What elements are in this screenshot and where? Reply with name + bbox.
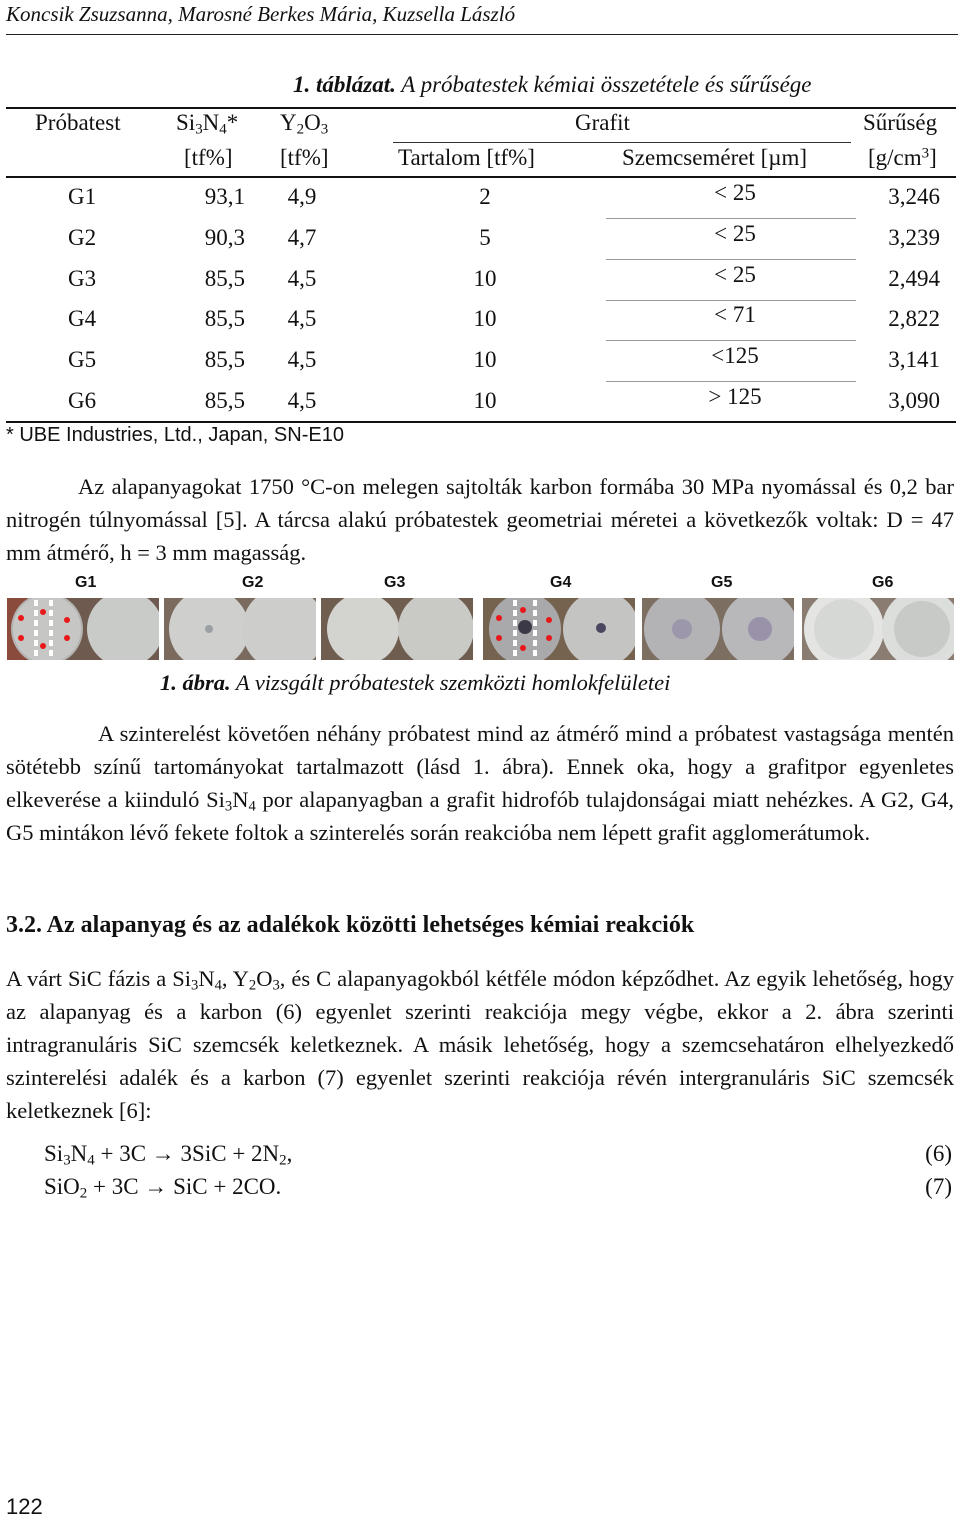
- col-header-content: Tartalom [tf%]: [398, 145, 535, 170]
- col-header-graphite: Grafit: [575, 110, 630, 135]
- equation-7-number: (7): [925, 1174, 952, 1199]
- figure-label-g4: G4: [550, 574, 572, 591]
- specimen-photo-g6: [802, 598, 954, 660]
- cell-density: 3,141: [888, 347, 940, 373]
- cell-grain: < 25: [714, 180, 756, 205]
- cell-grain: < 25: [714, 261, 756, 287]
- header-rule: [6, 34, 958, 35]
- cell-density: 3,090: [888, 388, 940, 413]
- col-header-y2o3: $Y_2O_3$: [280, 110, 329, 138]
- col-header-density: Sűrűség: [863, 110, 938, 135]
- graphite-span-rule: [393, 142, 851, 143]
- figure-caption-number: 1. ábra.: [160, 670, 231, 695]
- cell-content: 2: [479, 184, 491, 209]
- grain-cell-rule: [606, 218, 856, 219]
- col-header-grain: Szemcseméret [µm]: [622, 145, 808, 170]
- cell-si3n4: 85,5: [204, 265, 245, 291]
- table-footnote: * UBE Industries, Ltd., Japan, SN-E10: [6, 424, 344, 446]
- table-header-rule: [6, 176, 956, 178]
- cell-content: 10: [473, 265, 497, 291]
- cell-specimen: G4: [68, 306, 97, 332]
- page-number: 122: [6, 1494, 43, 1519]
- cell-density: 2,822: [888, 306, 940, 332]
- specimen-photo-g4: [483, 598, 635, 660]
- table-caption-text: A próbatestek kémiai összetétele és sűrűsége: [395, 72, 812, 97]
- equation-7: SiO$_2$ + 3C → SiC + 2CO.: [44, 1174, 282, 1202]
- specimen-photo-g2: [164, 598, 316, 660]
- cell-si3n4: 93,1: [204, 184, 245, 209]
- figure-caption-text: A vizsgált próbatestek szemközti homlokfelületei: [230, 670, 671, 695]
- cell-specimen: G6: [68, 388, 97, 413]
- figure-label-g3: G3: [384, 574, 406, 591]
- figure-label-g5: G5: [711, 574, 733, 591]
- specimen-photo-g5: [642, 598, 794, 660]
- col-header-si3n4-unit: [tf%]: [184, 145, 233, 170]
- figure-label-g2: G2: [242, 574, 264, 591]
- figure-label-g1: G1: [75, 574, 97, 591]
- equation-6: $Si_3N_4 + 3C \to 3SiC + 2N_2$,: [44, 1141, 293, 1169]
- table-caption-number: 1. táblázat.: [293, 72, 396, 97]
- col-header-density-unit: $[g/cm^3]$: [868, 145, 937, 170]
- col-header-specimen: Próbatest: [35, 110, 121, 135]
- cell-grain: < 71: [714, 302, 756, 328]
- grain-cell-rule: [606, 259, 856, 260]
- paragraph-1: Az alapanyagokat 1750 °C-on melegen sajtolták karbon formába 30 MPa nyomással és 0,2 bar nitrogén túlnyomással [5]. A tárcsa alakú próbatestek geometriai méretei a következők voltak: D = 47 mm átmérő, h = 3 mm magasság.: [6, 474, 954, 565]
- cell-specimen: G1: [68, 184, 97, 209]
- cell-y2o3: 4,5: [287, 265, 317, 291]
- cell-si3n4: 90,3: [204, 224, 245, 250]
- cell-density: 2,494: [888, 265, 940, 291]
- cell-y2o3: 4,5: [287, 306, 317, 332]
- grain-cell-rule: [606, 381, 856, 382]
- specimen-photo-g1: [7, 598, 159, 660]
- table-bottom-rule: [6, 421, 956, 423]
- cell-specimen: G5: [68, 347, 97, 373]
- cell-specimen: G2: [68, 224, 97, 250]
- cell-y2o3: 4,5: [287, 347, 317, 373]
- table-top-rule: [6, 107, 956, 109]
- grain-cell-rule: [606, 340, 856, 341]
- cell-grain: > 125: [708, 384, 762, 409]
- figure-label-g6: G6: [872, 574, 894, 591]
- paragraph-3: A várt SiC fázis a $Si_3N_4$, $Y_2O_3$, és C alapanyagokból kétféle módon képződhet. Az egyik lehetőség, hogy az alapanyag és a karbon (6) egyenlet szerinti reakciója megy végbe, ekkor a 2. ábra szerinti intragranuláris SiC szemcsék keletkeznek. A másik lehetőség, hogy a szemcsehatáron elhelyezkedő szinterelési adalék és a karbon (7) egyenlet szerinti reakciója révén intergranuláris SiC szemcsék keletkeznek [6]:: [6, 966, 954, 1123]
- col-header-si3n4: $Si_3N_4*$: [176, 110, 239, 138]
- cell-grain: < 25: [714, 220, 756, 246]
- paragraph-2: A szinterelést követően néhány próbatest mind az átmérő mind a próbatest vastagsága mentén sötétebb színű tartományokat tartalmazott (lásd 1. ábra). Ennek oka, hogy a grafitpor egyenletes elkeverése a kiinduló $Si_3N_4$ por alapanyagban a grafit hidrofób tulajdonságai miatt nehézkes. A G2, G4, G5 mintákon lévő fekete foltok a szinterelés során reakcióba nem lépett grafit agglomerátumok.: [6, 721, 954, 845]
- cell-content: 10: [473, 388, 497, 413]
- equation-6-number: (6): [925, 1141, 952, 1166]
- cell-y2o3: 4,9: [287, 184, 317, 209]
- cell-specimen: G3: [68, 265, 97, 291]
- cell-y2o3: 4,5: [287, 388, 317, 413]
- cell-content: 5: [479, 224, 491, 250]
- specimen-photo-g3: [321, 598, 473, 660]
- cell-grain: <125: [711, 343, 759, 369]
- section-heading: 3.2. Az alapanyag és az adalékok közötti lehetséges kémiai reakciók: [6, 912, 695, 938]
- cell-content: 10: [473, 347, 497, 373]
- figure-caption: [160, 670, 670, 696]
- grain-cell-rule: [606, 300, 856, 301]
- col-header-y2o3-unit: [tf%]: [280, 145, 329, 170]
- cell-density: 3,239: [888, 224, 940, 250]
- cell-density: 3,246: [888, 184, 940, 209]
- cell-content: 10: [473, 306, 497, 332]
- running-header: Koncsik Zsuzsanna, Marosné Berkes Mária, Kuzsella László: [6, 2, 516, 26]
- cell-si3n4: 85,5: [204, 388, 245, 413]
- table-caption: [293, 72, 812, 98]
- cell-si3n4: 85,5: [204, 306, 245, 332]
- cell-si3n4: 85,5: [204, 347, 245, 373]
- cell-y2o3: 4,7: [287, 224, 317, 250]
